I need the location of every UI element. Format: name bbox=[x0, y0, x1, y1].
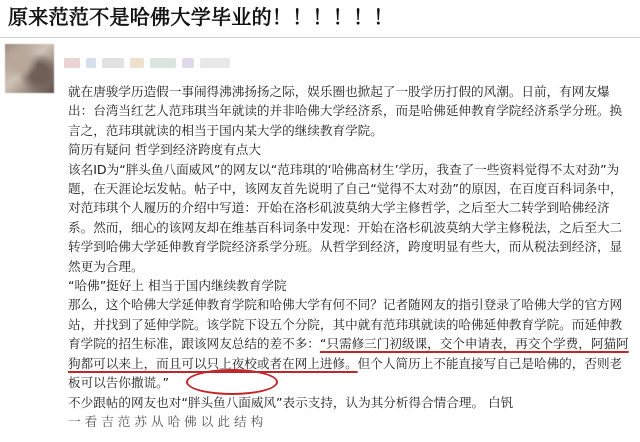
article-body bbox=[68, 82, 634, 431]
cutoff-line: 一 看 吉 范 苏 从 哈 佛 以 此 结 构 bbox=[68, 413, 264, 429]
paragraph-4: 不少跟帖的网友也对“胖头鱼八面威风”表示支持，认为其分析得合情合理。 白钒 bbox=[68, 394, 514, 410]
avatar[interactable] bbox=[5, 44, 54, 93]
paragraph-1: 就在唐骏学历造假一事闹得沸沸扬扬之际，娱乐圈也掀起了一股学历打假的风潮。日前，有网友爆出：台湾当红艺人范玮琪当年就读的并非哈佛大学经济系，而是哈佛延伸教育学院经济系学分班。换言之，范玮琪就读的相当于国内某大学的继续教育学院。 bbox=[68, 84, 623, 138]
subheading-2: “哈佛”挺好上 相当于国内继续教育学院 bbox=[68, 278, 287, 294]
paragraph-3 bbox=[68, 295, 634, 392]
paragraph-3-lead: 那么，这个哈佛大学延伸教育学院和哈佛大学有何不同？记者随网友的指引登录了哈佛大学的官方网站，并找到了延伸学院。该学院下设五个分院，其中就有范玮琪就读的哈佛延伸教育学院。而延伸教育学院的招生标准，跟该网友总结的差不多： bbox=[68, 297, 623, 352]
title-divider bbox=[0, 37, 640, 38]
subheading-1: 简历有疑问 哲学到经济跨度有点大 bbox=[68, 142, 261, 158]
post-title: 原来范范不是哈佛大学毕业的！！！！！！ bbox=[8, 5, 394, 29]
paragraph-2: 该名ID为“胖头鱼八面威风”的网友以“范玮琪的‘哈佛高材生’学历，我查了一些资料觉得不太对劲”为题，在天涯论坛发帖。帖子中，该网友首先说明了自己“觉得不太对劲”的原因，在百度百科词条中，对范玮琪个人履历的介绍中写道：开始在洛杉矶波莫纳大学主修哲学，之后至大二转学到哈佛经济系。然而，细心的该网友却在维基百科词条中发现：开始在洛杉矶波莫纳大学主修税法，之后至大二转学到哈佛大学延伸教育学院经济系学分班。从哲学到经济，跨度明显有些大，而从税法到经济，显然更为合理。 bbox=[68, 161, 623, 274]
paragraph-3-tail: 但个人简历上不能直接写自己是哈佛的，否则老板可以告你撒谎。” bbox=[68, 355, 623, 391]
blurred-username[interactable] bbox=[64, 56, 274, 70]
annotation-circle bbox=[186, 369, 278, 395]
highlighted-quote: “只需修三门初级课，交个申请表，再交个学费，阿猫阿狗都可以来上，而且可以只上夜校或者在网上进修。 bbox=[68, 336, 629, 371]
